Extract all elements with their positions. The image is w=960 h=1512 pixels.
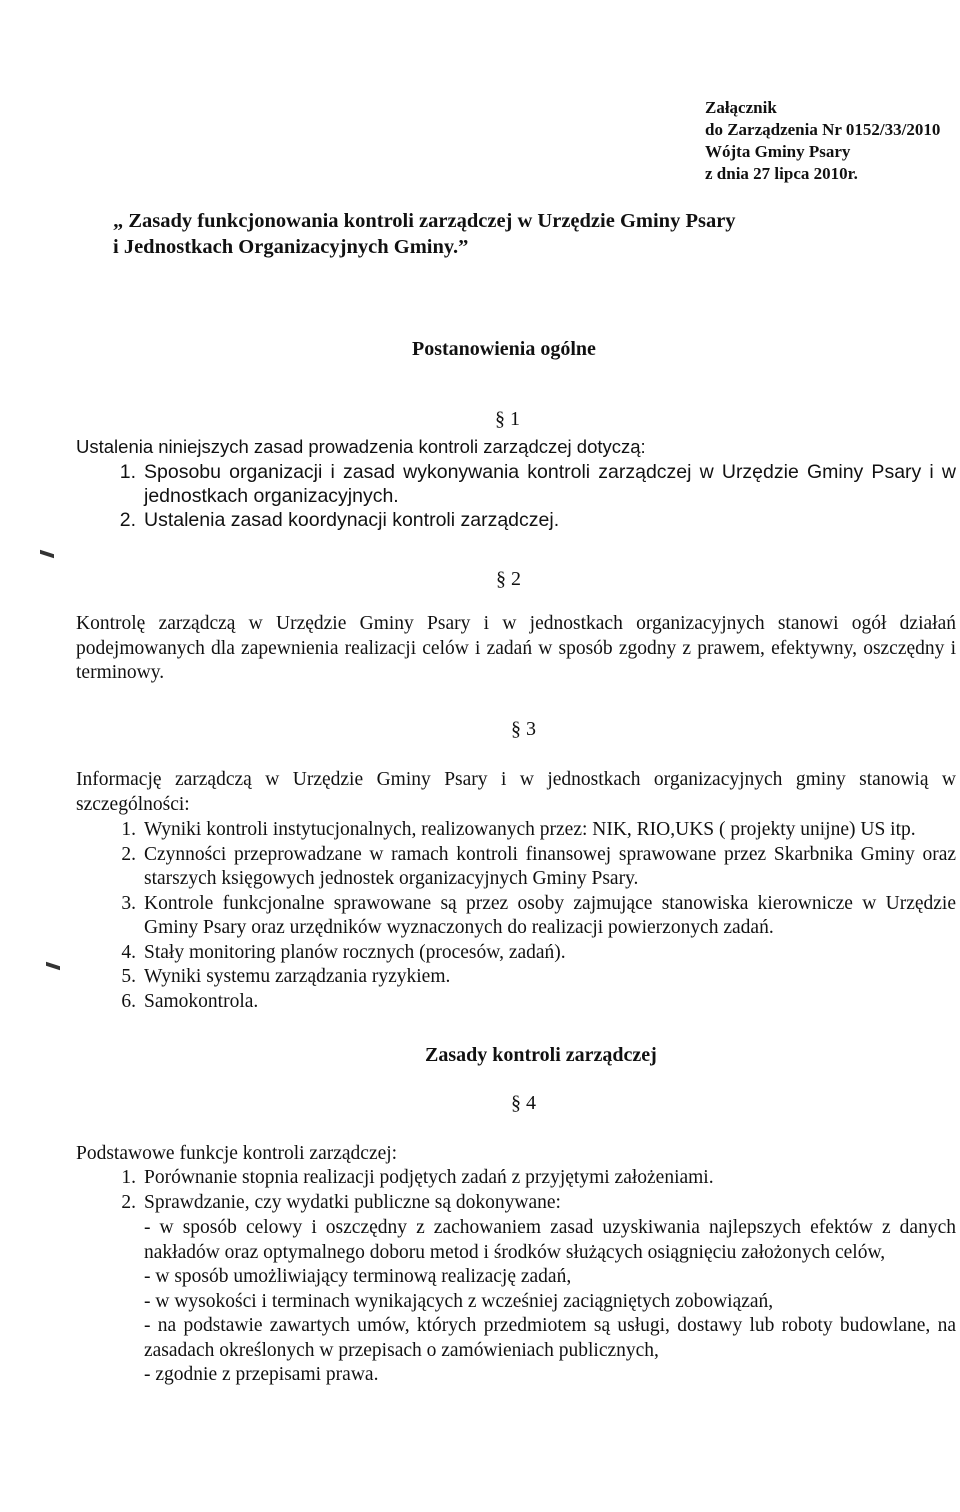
list-item-number: 2. bbox=[119, 509, 136, 531]
paragraph-mark-4: § 4 bbox=[511, 1092, 536, 1114]
list-item-number: 1. bbox=[121, 819, 136, 840]
paragraph-mark-2: § 2 bbox=[496, 568, 521, 590]
list-item-text: Porównanie stopnia realizacji podjętych zadań z przyjętymi założeniami. bbox=[144, 1167, 714, 1188]
section-heading-control: Zasady kontroli zarządczej bbox=[425, 1044, 657, 1066]
paragraph-4-list bbox=[76, 1166, 956, 1215]
list-item bbox=[76, 818, 956, 843]
annex-label: Załącznik bbox=[705, 98, 777, 117]
list-item-number: 3. bbox=[121, 892, 136, 914]
list-item-text: Wyniki kontroli instytucjonalnych, realizowanych przez: NIK, RIO,UKS ( projekty unijne) US itp. bbox=[144, 819, 916, 840]
list-item-text: Sposobu organizacji i zasad wykonywania kontroli zarządczej w Urzędzie Gminy Psary i w jednostkach organizacyjnych. bbox=[144, 461, 956, 507]
list-item bbox=[76, 965, 956, 990]
scan-margin-mark bbox=[46, 962, 60, 971]
list-item-text: Samokontrola. bbox=[144, 990, 259, 1012]
list-item-number: 1. bbox=[121, 1167, 136, 1188]
paragraph-3-list bbox=[76, 818, 956, 1014]
scan-margin-mark bbox=[40, 550, 54, 559]
list-item-text: Ustalenia zasad koordynacji kontroli zarządczej. bbox=[144, 509, 560, 531]
list-item-number: 2. bbox=[121, 843, 136, 865]
document-title bbox=[113, 208, 736, 260]
dash-item: - w wysokości i terminach wynikających z wcześniej zaciągniętych zobowiązań, bbox=[144, 1290, 774, 1312]
paragraph-2-text: Kontrolę zarządczą w Urzędzie Gminy Psary i w jednostkach organizacyjnych stanowi ogół działań podejmowanych dla zapewnienia realizacji celów i zadań w sposób zgodny z prawem, efektywny, oszczędny i terminowy. bbox=[76, 613, 956, 683]
list-item bbox=[76, 1191, 956, 1216]
list-item bbox=[76, 892, 956, 941]
list-item-text: Kontrole funkcjonalne sprawowane są przez osoby zajmujące stanowiska kierownicze w Urzędzie Gminy Psary oraz urzędników wyznaczonych do realizacji powierzonych zadań. bbox=[144, 892, 956, 938]
paragraph-1-list bbox=[76, 460, 956, 532]
list-item bbox=[76, 460, 956, 508]
paragraph-mark-1: § 1 bbox=[495, 408, 520, 430]
paragraph-mark-3: § 3 bbox=[511, 718, 536, 740]
list-item bbox=[76, 941, 956, 966]
dash-item: - zgodnie z przepisami prawa. bbox=[144, 1364, 379, 1385]
list-item-text: Sprawdzanie, czy wydatki publiczne są dokonywane: bbox=[144, 1191, 561, 1213]
section-heading-general: Postanowienia ogólne bbox=[412, 338, 596, 360]
document-title-line-1: „ Zasady funkcjonowania kontroli zarządczej w Urzędzie Gminy Psary bbox=[113, 210, 736, 232]
list-item-number: 2. bbox=[121, 1191, 136, 1213]
paragraph-4-dash-list bbox=[144, 1216, 956, 1388]
document-title-line-2: i Jednostkach Organizacyjnych Gminy.” bbox=[113, 236, 469, 258]
list-item-number: 1. bbox=[119, 461, 136, 483]
dash-item: - w sposób umożliwiający terminową realizację zadań, bbox=[144, 1266, 572, 1287]
paragraph-4-intro: Podstawowe funkcje kontroli zarządczej: bbox=[76, 1143, 398, 1164]
list-item-number: 5. bbox=[121, 966, 136, 987]
list-item-text: Czynności przeprowadzane w ramach kontroli finansowej sprawowane przez Skarbnika Gminy oraz starszych księgowych jednostek organizacyjnych Gminy Psary. bbox=[144, 843, 956, 889]
annex-issuer: Wójta Gminy Psary bbox=[705, 142, 851, 161]
list-item bbox=[76, 1166, 956, 1191]
list-item-text: Wyniki systemu zarządzania ryzykiem. bbox=[144, 966, 451, 987]
paragraph-3-intro: Informację zarządczą w Urzędzie Gminy Psary i w jednostkach organizacyjnych gminy stanowią w szczególności: bbox=[76, 769, 956, 815]
paragraph-1-intro: Ustalenia niniejszych zasad prowadzenia kontroli zarządczej dotyczą: bbox=[76, 436, 646, 457]
list-item-number: 6. bbox=[121, 990, 136, 1012]
annex-header bbox=[705, 97, 940, 185]
annex-ordinance-number: do Zarządzenia Nr 0152/33/2010 bbox=[705, 120, 941, 139]
list-item bbox=[76, 990, 956, 1015]
dash-item: - w sposób celowy i oszczędny z zachowaniem zasad uzyskiwania najlepszych efektów z danych nakładów oraz optymalnego doboru metod i środków służących osiągnięciu założonych celów, bbox=[144, 1217, 956, 1263]
list-item-number: 4. bbox=[121, 941, 136, 963]
list-item bbox=[76, 508, 956, 532]
annex-date: z dnia 27 lipca 2010r. bbox=[705, 164, 858, 183]
list-item-text: Stały monitoring planów rocznych (procesów, zadań). bbox=[144, 941, 566, 963]
dash-item: - na podstawie zawartych umów, których przedmiotem są usługi, dostawy lub roboty budowlane, na zasadach określonych w przepisach o zamówieniach publicznych, bbox=[144, 1315, 956, 1361]
list-item bbox=[76, 843, 956, 892]
